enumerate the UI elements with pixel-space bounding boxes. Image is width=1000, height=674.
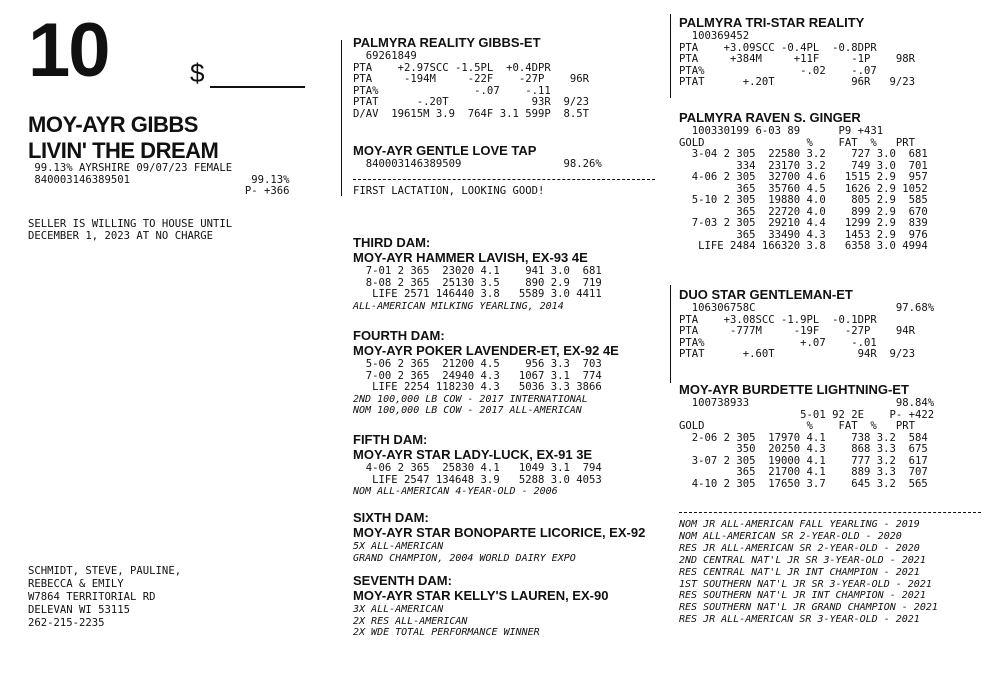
sire-sire-bracket-line (670, 14, 671, 98)
third-dam-block (353, 236, 602, 312)
fourth-dam-records: 5-06 2 365 21200 4.5 956 3.3 703 7-00 2 365 24940 4.3 1067 3.1 774 LIFE 2254 118230 4.3 5036 3.3 3866 (365, 358, 602, 393)
dam-sire-name: DUO STAR GENTLEMAN-ET (679, 287, 853, 302)
third-dam-notes: ALL-AMERICAN MILKING YEARLING, 2014 (353, 300, 564, 312)
dam-sire-bracket-line (670, 285, 671, 383)
pedigree-bracket-line (341, 40, 342, 196)
cow-name (28, 112, 218, 164)
third-dam-label: THIRD DAM: (353, 235, 431, 250)
cow-name-line2: LIVIN' THE DREAM (28, 138, 219, 163)
price-symbol: $ (190, 58, 205, 88)
sixth-dam-notes: 5X ALL-AMERICAN GRAND CHAMPION, 2004 WORLD DAIRY EXPO (353, 541, 576, 564)
cow-name-line1: MOY-AYR GIBBS (28, 112, 198, 137)
dam-dam-records: 100738933 98.84% 5-01 92 2E P- +422 GOLD % FAT % PRT 2-06 2 305 17970 4.1 738 3.2 584 350 20250 4.3 868 3.3 675 3-07 2 305 19000 4.1 777 3.2 617 365 21700 4.1 889 3.3 707 4-10 2 305 17650 3.7 645 3.2 565 (679, 397, 935, 490)
price-blank-line (210, 86, 305, 88)
dam-dam-name: MOY-AYR BURDETTE LIGHTNING-ET (679, 382, 909, 397)
fifth-dam-notes: NOM ALL-AMERICAN 4-YEAR-OLD - 2006 (353, 486, 558, 497)
dam-name: MOY-AYR GENTLE LOVE TAP (353, 143, 537, 158)
seventh-dam-block (353, 574, 608, 639)
sire-block (353, 36, 589, 120)
dam-stats: 840003146389509 98.26% (353, 158, 602, 170)
fourth-dam-block (353, 329, 619, 417)
fifth-dam-block (353, 433, 602, 498)
dam-dam-notes: NOM JR ALL-AMERICAN FALL YEARLING - 2019 NOM ALL-AMERICAN SR 2-YEAR-OLD - 2020 RES JR ALL-AMERICAN SR 2-YEAR-OLD - 2020 2ND CENTRAL NAT'L JR SR 3-YEAR-OLD - 2021 RES CENTRAL NAT'L JR INT CHAMPION - 2021 1ST SOUTHERN NAT'L JR SR 3-YEAR-OLD - 2021 RES SOUTHERN NAT'L JR INT CHAMPION - 2021 RES SOUTHERN NAT'L JR GRAND CHAMPION - 2021 RES JR ALL-AMERICAN SR 3-YEAR-OLD - 2021 (679, 519, 938, 626)
lot-number: 10 (28, 8, 109, 93)
fifth-dam-name: MOY-AYR STAR LADY-LUCK, EX-91 3E (353, 447, 593, 462)
sire-dam-records: 100330199 6-03 89 P9 +431 GOLD % FAT % PRT 3-04 2 305 22580 3.2 727 3.0 681 334 23170 3.2 749 3.0 701 4-06 2 305 32700 4.6 1515 2.9 957 365 35760 4.5 1626 2.9 1052 5-10 2 305 19880 4.0 805 2.9 585 365 22720 4.0 899 2.9 670 7-03 2 305 29210 4.4 1299 2.9 839 365 33490 4.3 1453 2.9 976 LIFE 2484 166320 3.8 6358 3.0 4994 (679, 125, 928, 252)
sire-sire-block (679, 16, 915, 89)
dam-block (353, 144, 602, 171)
seventh-dam-label: SEVENTH DAM: (353, 573, 452, 588)
sire-dam-block (679, 111, 928, 253)
sire-sire-stats: 100369452 PTA +3.09SCC -0.4PL -0.8DPR PTA +384M +11F -1P 98R PTA% -.02 -.07 PTAT +.20T 96R 9/23 (679, 30, 915, 88)
dam-note: FIRST LACTATION, LOOKING GOOD! (353, 185, 545, 197)
seventh-dam-notes: 3X ALL-AMERICAN 2X RES ALL-AMERICAN 2X WDE TOTAL PERFORMANCE WINNER (353, 604, 540, 638)
fifth-dam-label: FIFTH DAM: (353, 432, 428, 447)
seller-note: SELLER IS WILLING TO HOUSE UNTIL DECEMBER 1, 2023 AT NO CHARGE (28, 218, 233, 242)
third-dam-records: 7-01 2 365 23020 4.1 941 3.0 681 8-08 2 365 25130 3.5 890 2.9 719 LIFE 2571 146440 3.8 5589 3.0 4411 (365, 265, 602, 300)
cow-details: 99.13% AYRSHIRE 09/07/23 FEMALE 840003146389501 99.13% P- +366 (34, 162, 290, 197)
sixth-dam-label: SIXTH DAM: (353, 510, 429, 525)
consignor-info: SCHMIDT, STEVE, PAULINE, REBECCA & EMILY W7864 TERRITORIAL RD DELEVAN WI 53115 262-215-2235 (28, 565, 182, 629)
sixth-dam-name: MOY-AYR STAR BONOPARTE LICORICE, EX-92 (353, 525, 646, 540)
fifth-dam-records: 4-06 2 365 25830 4.1 1049 3.1 794 LIFE 2547 134648 3.9 5288 3.0 4053 (365, 462, 602, 486)
sire-stats: 69261849 PTA +2.97SCC -1.5PL +0.4DPR PTA -194M -22F -27P 96R PTA% -.07 -.11 PTAT -.20T 93R 9/23 D/AV 19615M 3.9 764F 3.1 599P 8.5T (353, 50, 589, 120)
fourth-dam-notes: 2ND 100,000 LB COW - 2017 INTERNATIONAL NOM 100,000 LB COW - 2017 ALL-AMERICAN (353, 393, 588, 416)
third-dam-name: MOY-AYR HAMMER LAVISH, EX-93 4E (353, 250, 588, 265)
sire-sire-name: PALMYRA TRI-STAR REALITY (679, 15, 865, 30)
dam-dam-divider (679, 512, 981, 513)
dam-sire-stats: 106306758C 97.68% PTA +3.08SCC -1.9PL -0.1DPR PTA -777M -19F -27P 94R PTA% +.07 -.01 PTAT +.60T 94R 9/23 (679, 302, 935, 360)
seventh-dam-name: MOY-AYR STAR KELLY'S LAUREN, EX-90 (353, 588, 609, 603)
dam-divider (353, 179, 655, 180)
sire-dam-name: PALMYRA RAVEN S. GINGER (679, 110, 861, 125)
fourth-dam-label: FOURTH DAM: (353, 328, 445, 343)
fourth-dam-name: MOY-AYR POKER LAVENDER-ET, EX-92 4E (353, 343, 619, 358)
sire-name: PALMYRA REALITY GIBBS-ET (353, 35, 541, 50)
sixth-dam-block (353, 511, 645, 564)
dam-sire-block (679, 288, 934, 361)
dam-dam-block (679, 383, 934, 490)
